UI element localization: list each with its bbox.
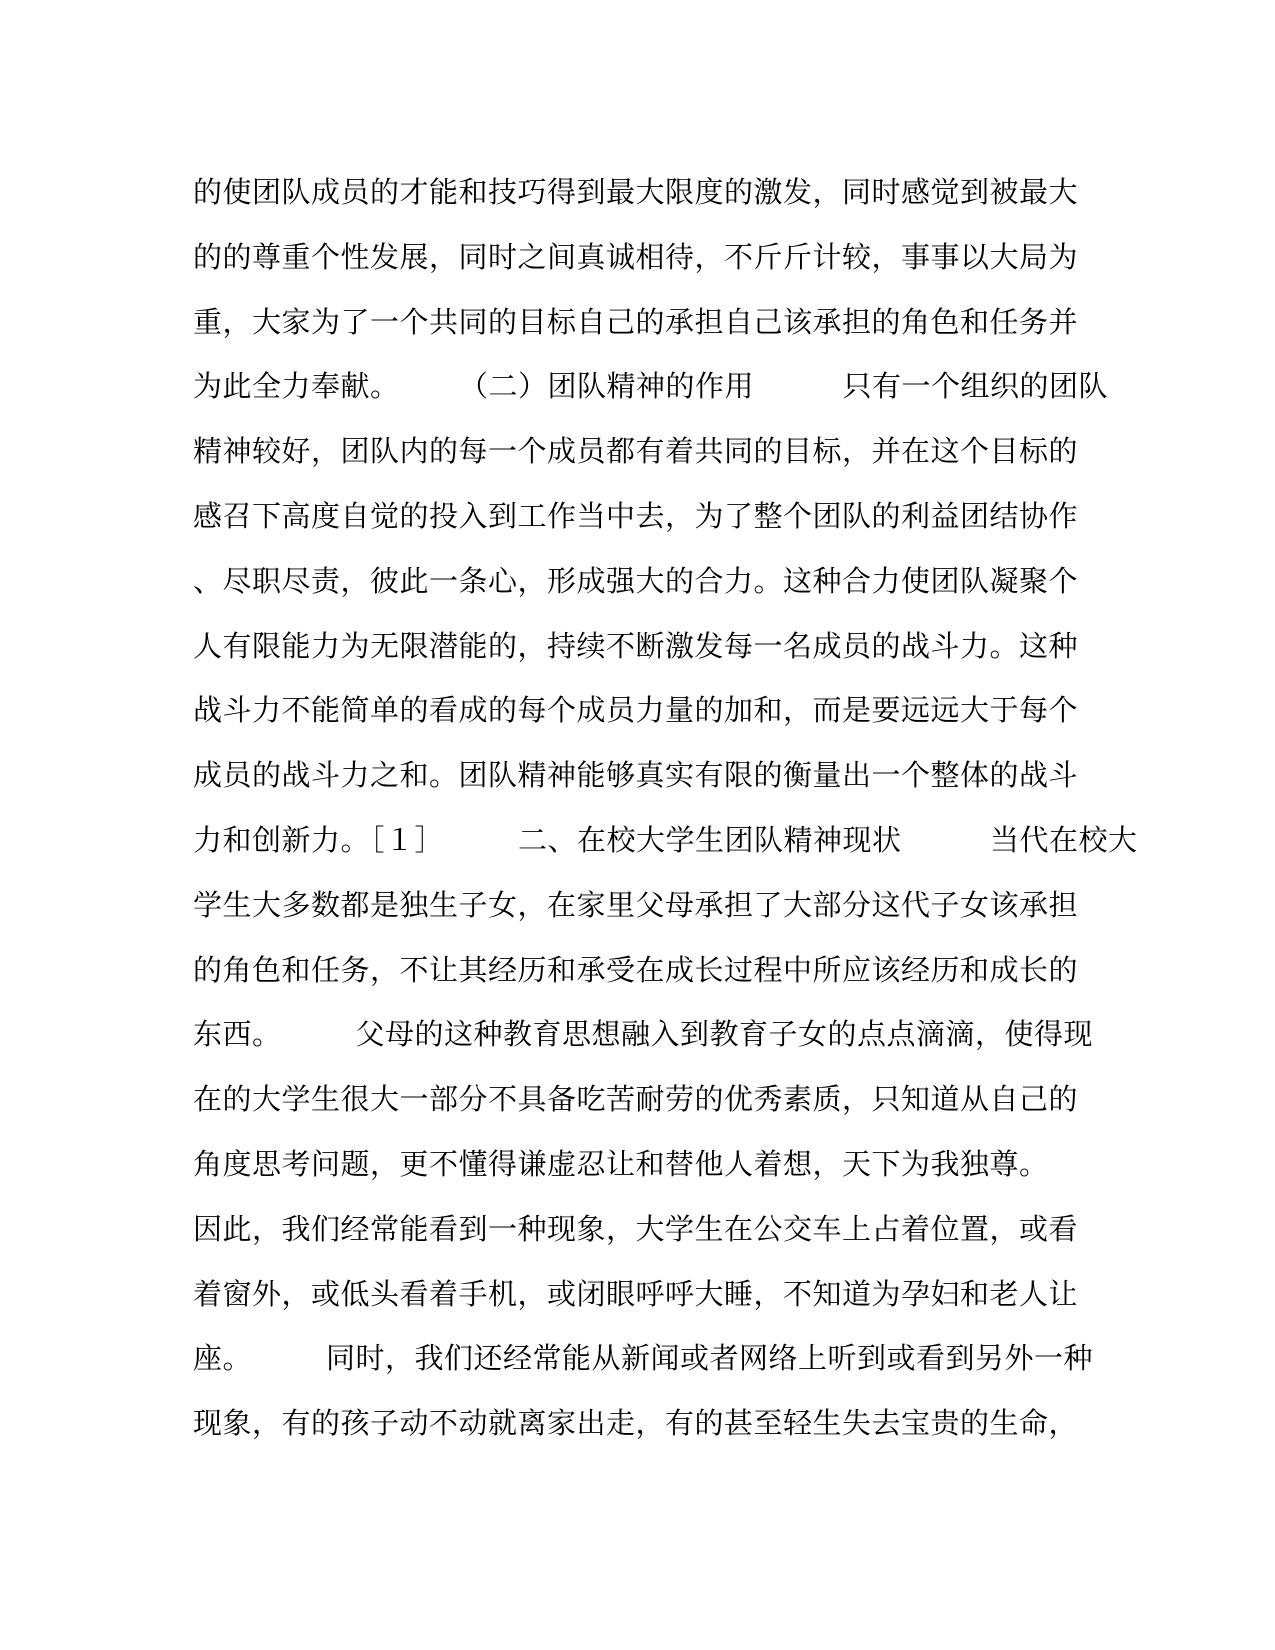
text-line: 、尽职尽责，彼此一条心，形成强大的合力。这种合力使团队凝聚个 [193, 563, 1079, 598]
text-line: 成员的战斗力之和。团队精神能够真实有限的衡量出一个整体的战斗 [193, 758, 1079, 793]
text-line: 的角色和任务，不让其经历和承受在成长过程中所应该经历和成长的 [193, 952, 1079, 987]
text-line: 重，大家为了一个共同的目标自己的承担自己该承担的角色和任务并 [193, 304, 1079, 339]
text-line: 着窗外，或低头看着手机，或闭眼呼呼大睡，不知道为孕妇和老人让 [193, 1276, 1079, 1311]
text-line: 东西。 父母的这种教育思想融入到教育子女的点点滴滴，使得现 [193, 1017, 1094, 1052]
text-line: 的的尊重个性发展，同时之间真诚相待，不斤斤计较，事事以大局为 [193, 239, 1079, 274]
text-line: 的使团队成员的才能和技巧得到最大限度的激发，同时感觉到被最大 [193, 175, 1079, 209]
text-line: 人有限能力为无限潜能的，持续不断激发每一名成员的战斗力。这种 [193, 628, 1079, 663]
text-line: 学生大多数都是独生子女，在家里父母承担了大部分这代子女该承担 [193, 887, 1079, 922]
text-line: 力和创新力。［１］ 二、在校大学生团队精神现状 当代在校大 [193, 822, 1138, 857]
text-line: 为此全力奉献。 （二）团队精神的作用 只有一个组织的团队 [193, 369, 1109, 404]
text-line: 感召下高度自觉的投入到工作当中去，为了整个团队的利益团结协作 [193, 498, 1079, 533]
text-line: 现象，有的孩子动不动就离家出走，有的甚至轻生失去宝贵的生命， [193, 1406, 1079, 1441]
text-line: 在的大学生很大一部分不具备吃苦耐劳的优秀素质，只知道从自己的 [193, 1082, 1079, 1117]
body-text [193, 160, 1138, 1456]
text-line: 角度思考问题，更不懂得谦虚忍让和替他人着想，天下为我独尊。 [193, 1146, 1049, 1181]
text-line: 因此，我们经常能看到一种现象，大学生在公交车上占着位置，或看 [193, 1211, 1079, 1246]
text-line: 座。 同时，我们还经常能从新闻或者网络上听到或看到另外一种 [193, 1341, 1094, 1376]
text-line: 战斗力不能简单的看成的每个成员力量的加和，而是要远远大于每个 [193, 693, 1079, 728]
text-line: 精神较好，团队内的每一个成员都有着共同的目标，并在这个目标的 [193, 434, 1079, 469]
